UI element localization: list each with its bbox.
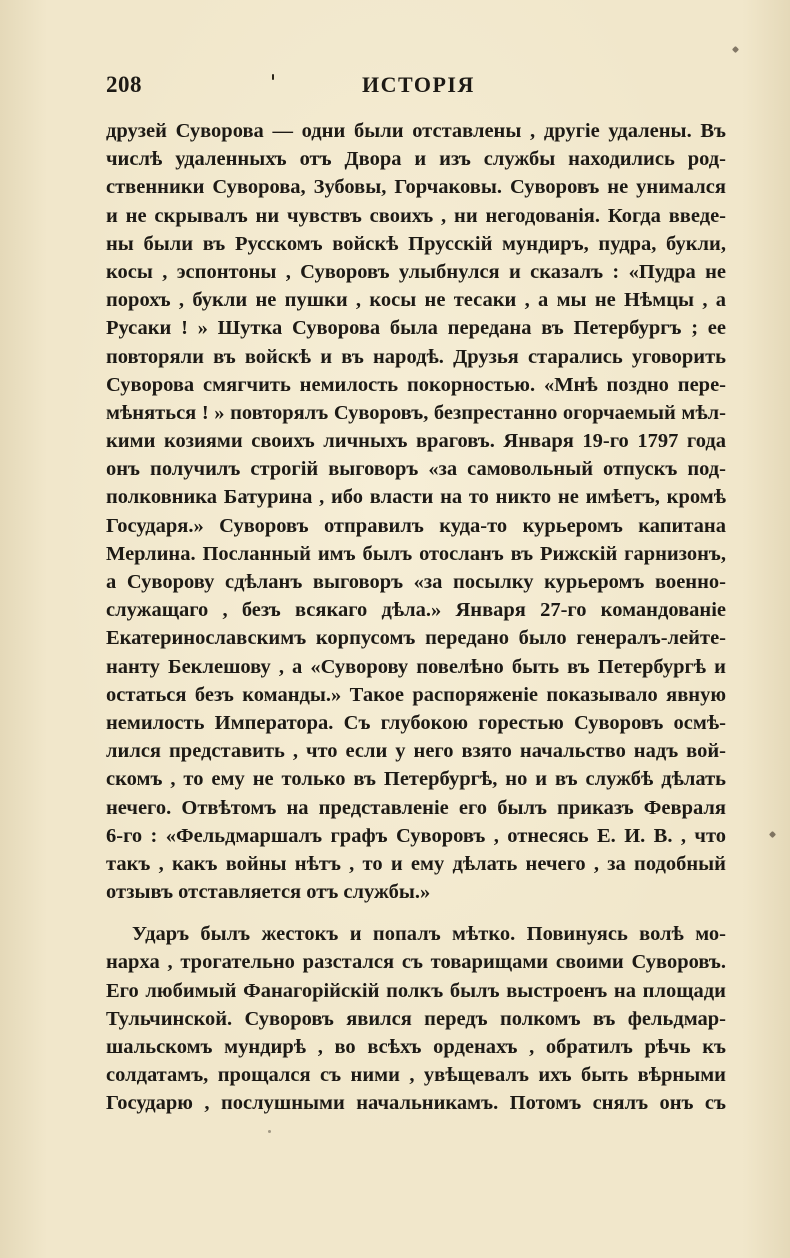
text-line: нарха , трогательно разстался съ товарищами своими Суворовъ. [106, 951, 726, 974]
text-line: Русаки ! » Шутка Суворова была передана въ Петербургъ ; ее [106, 317, 726, 340]
paragraph [106, 117, 726, 906]
text-line: Тульчинской. Суворовъ явился передъ полкомъ въ фельдмар- [106, 1007, 726, 1030]
text-line: а Суворову сдѣланъ выговоръ «за посылку курьеромъ военно- [106, 571, 726, 593]
text-line: кими козиями своихъ личныхъ враговъ. Января 19-го 1797 года [106, 430, 726, 453]
text-line: Екатеринославскимъ корпусомъ передано было генералъ-лейте- [106, 627, 726, 650]
paragraph-gap [106, 906, 726, 920]
text-line: лился представить , что если у него взято начальство надъ вой- [106, 740, 726, 763]
text-line: отзывъ отставляется отъ службы.» [106, 881, 431, 904]
text-line: друзей Суворова — одни были отставлены , другіе удалены. Въ [106, 120, 726, 142]
text-line: полковника Батурина , ибо власти на то никто не имѣетъ, кромѣ [106, 486, 726, 509]
text-line: ны были въ Русскомъ войскѣ Прусскій мундиръ, пудра, букли, [106, 232, 726, 255]
paper-blemish [268, 1130, 271, 1133]
text-line: порохъ , букли не пушки , косы не тесаки , а мы не Нѣмцы , а [106, 289, 726, 312]
text-line: числѣ удаленныхъ отъ Двора и изъ службы находились род- [106, 148, 726, 171]
running-title: ИСТОРІЯ [362, 72, 475, 97]
text-line: солдатамъ, прощался съ ними , увѣщевалъ ихъ быть вѣрными [106, 1064, 726, 1087]
text-line: шальскомъ мундирѣ , во всѣхъ орденахъ , обратилъ рѣчь къ [106, 1036, 726, 1058]
text-line: мѣняться ! » повторялъ Суворовъ, безпрестанно огорчаемый мѣл- [106, 401, 726, 424]
text-line: служащаго , безъ всякаго дѣла.» Января 27-го командованіе [106, 599, 726, 622]
text-line: косы , эспонтоны , Суворовъ улыбнулся и сказалъ : «Пудра не [106, 260, 726, 283]
text-line: ственники Суворова, Зубовы, Горчаковы. Суворовъ не унимался [106, 176, 726, 199]
paragraph [106, 920, 726, 1117]
text-line: скомъ , то ему не только въ Петербургѣ, но и въ службѣ дѣлать [106, 768, 726, 791]
text-line: остаться безъ команды.» Такое распоряженіе показывало явную [106, 683, 726, 706]
text-line: нанту Беклешову , а «Суворову повелѣно быть въ Петербургѣ и [106, 655, 726, 678]
text-line: онъ получилъ строгій выговоръ «за самовольный отпускъ под- [106, 458, 726, 481]
text-line: Суворова смягчить немилость покорностью. «Мнѣ поздно пере- [106, 373, 726, 396]
text-line: 6-го : «Фельдмаршалъ графъ Суворовъ , отнесясь Е. И. В. , что [106, 824, 726, 847]
page-number: 208 [106, 72, 142, 97]
text-line: немилость Императора. Съ глубокою горестью Суворовъ осмѣ- [106, 711, 726, 734]
text-line: такъ , какъ войны нѣтъ , то и ему дѣлать нечего , за подобный [106, 852, 726, 875]
paper-blemish [769, 831, 776, 838]
text-line: Мерлина. Посланный имъ былъ отосланъ въ Рижскій гарнизонъ, [106, 542, 726, 565]
text-line: и не скрывалъ ни чувствъ своихъ , ни негодованія. Когда введе- [106, 204, 726, 227]
text-line: повторяли въ войскѣ и въ народѣ. Друзья старались уговорить [106, 345, 726, 368]
page-header [106, 72, 726, 102]
body-text [106, 117, 726, 1118]
text-line: Его любимый Фанагорійскій полкъ былъ выстроенъ на площади [106, 979, 726, 1002]
text-line: Ударъ былъ жестокъ и попалъ мѣтко. Повинуясь волѣ мо- [132, 923, 726, 946]
text-line: Государя.» Суворовъ отправилъ куда-то курьеромъ капитана [106, 514, 726, 537]
text-line: нечего. Отвѣтомъ на представленіе его былъ приказъ Февраля [106, 796, 726, 819]
text-line: Государю , послушными начальникамъ. Потомъ снялъ онъ съ [106, 1092, 726, 1115]
paper-blemish [732, 46, 739, 53]
